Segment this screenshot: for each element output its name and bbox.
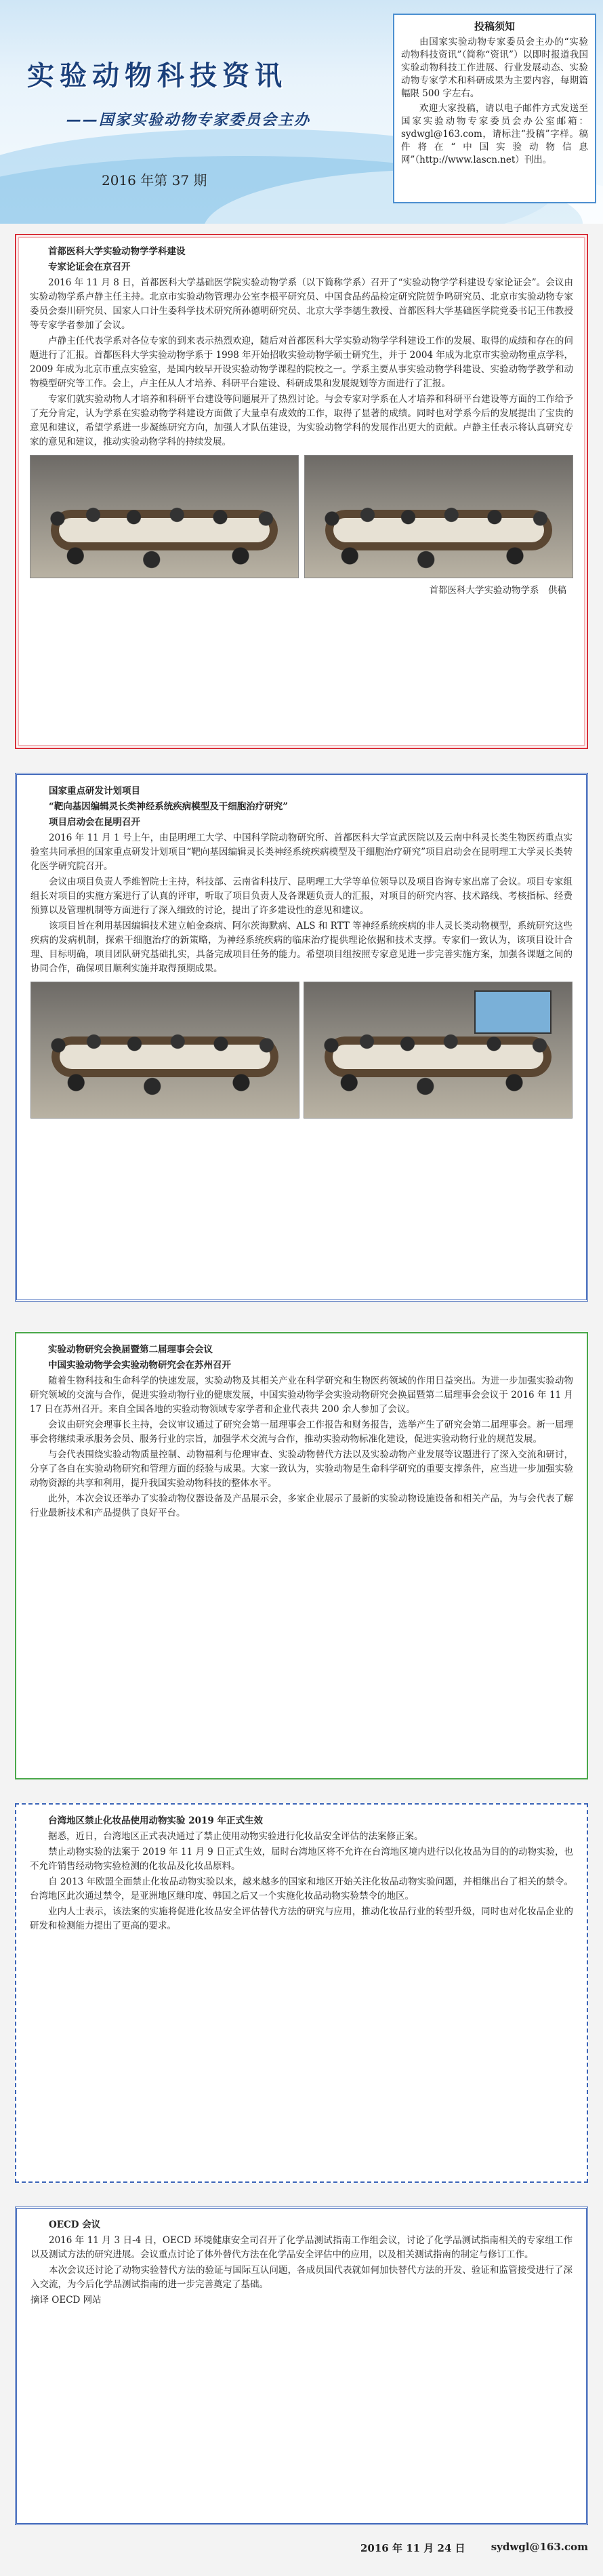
meeting-photo — [30, 455, 299, 578]
notice-title: 投稿须知 — [474, 20, 515, 33]
article-paragraph: 本次会议还讨论了动物实验替代方法的验证与国际互认问题，各成员国代表就如何加快替代方法的开发、验证和监管接受进行了深入交流，为今后化学品测试指南的进一步完善奠定了基础。 — [30, 2265, 573, 2290]
article-paragraph: 2016 年 11 月 3 日-4 日，OECD 环境健康安全司召开了化学品测试指南工作组会议，讨论了化学品测试指南相关的专家组工作以及测试方法的研究进展。会议重点讨论了体外替代方法在化学品安全评估中的应用，以及相关测试指南的制定与修订工作。 — [30, 2235, 573, 2260]
article-subtitle: 专家论证会在京召开 — [48, 262, 131, 273]
article-paragraph: 与会代表围绕实验动物质量控制、动物福利与伦理审查、实验动物替代方法以及实验动物产业发展等议题进行了深入交流和研讨，分享了各自在实验动物研究和管理方面的经验与成果。大家一致认为，实验动物是生命科学研究的重要支撑条件，应当进一步加强实验动物资源的共享和利用，提升我国实验动物科技的整体水平。 — [30, 1449, 573, 1489]
article-subtitle: “靶向基因编辑灵长类神经系统疾病模型及干细胞治疗研究” — [49, 801, 289, 812]
photo-row — [30, 982, 573, 1119]
article-title: 台湾地区禁止化妆品使用动物实验 2019 年正式生效 — [48, 1815, 263, 1826]
meeting-photo — [304, 982, 573, 1119]
article-paragraph: 专家们就实验动物人才培养和科研平台建设等问题展开了热烈讨论。与会专家对学系在人才培养和科研平台建设等方面的工作给予了充分肯定，认为学系在实验动物学科建设方面做了大量卓有成效的工作，取得了显著的成绩。同时也对学系今后的发展提出了宝贵的意见和建议，希望学系进一步凝练研究方向，加强人才队伍建设，为实验动物学科的发展作出更大的贡献。卢静主任表示将认真研究专家的意见和建议，推动实验动物学科的持续发展。 — [30, 394, 573, 447]
issue-number: 2016 年第 37 期 — [102, 172, 207, 188]
publication-date: 2016 年 11 月 24 日 — [360, 2542, 465, 2554]
meeting-photo — [304, 455, 573, 578]
article-paragraph: 据悉，近日，台湾地区正式表决通过了禁止使用动物实验进行化妆品安全评估的法案修正案。 — [48, 1831, 423, 1842]
article-credit: 首都医科大学实验动物学系 供稿 — [429, 585, 566, 596]
photo-row — [30, 455, 573, 578]
article-title: 首都医科大学实验动物学学科建设 — [48, 246, 186, 257]
article-title: 国家重点研发计划项目 — [49, 786, 140, 797]
article-paragraph: 该项目旨在利用基因编辑技术建立帕金森病、阿尔茨海默病、ALS 和 RTT 等神经系统疾病的非人灵长类动物模型，系统研究这些疾病的发病机制，探索干细胞治疗的新策略，为神经系统疾病的临床治疗提供理论依据和技术支撑。专家们一致认为，该项目设计合理、目标明确，项目团队研究基础扎实，具备完成项目任务的能力。希望项目组按照专家意见进一步完善实施方案，加强各课题之间的协同合作，确保项目顺利实施并取得预期成果。 — [30, 921, 573, 974]
article-subtitle: 项目启动会在昆明召开 — [49, 817, 140, 828]
article-suzhou-meeting — [15, 1332, 588, 1779]
article-paragraph: 卢静主任代表学系对各位专家的到来表示热烈欢迎，随后对首都医科大学实验动物学学科建设工作的发展、取得的成绩和存在的问题进行了汇报。首都医科大学实验动物学系于 1998 年开始招收实验动物学硕士研究生，并于 2004 年成为北京市实验动物重点学科，2009 年成为北京市重点实验室，是国内较早开设实验动物学课程的院校之一。学系主要从事实验动物学科建设、实验动物学教学和动物模型研究等工作。会上，卢主任从人才培养、科研平台建设、科研成果和发展规划等方面进行了汇报。 — [30, 336, 573, 389]
article-credit: 摘译 OECD 网站 — [30, 2295, 102, 2306]
article-paragraph: 禁止动物实验的法案于 2019 年 11 月 9 日正式生效，届时台湾地区将不允许在台湾地区境内进行以化妆品为目的的动物实验，也不允许销售经动物实验检测的化妆品及化妆品原料。 — [30, 1847, 573, 1872]
article-paragraph: 随着生物科技和生命科学的快速发展，实验动物及其相关产业在科学研究和生物医药领域的作用日益突出。为进一步加强实验动物研究领域的交流与合作，促进实验动物行业的健康发展，中国实验动物学会实验动物研究会换届暨第二届理事会会议于 2016 年 11 月 17 日在苏州召开。来自全国各地的实验动物领域专家学者和企业代表共 200 余人参加了会议。 — [30, 1375, 573, 1415]
article-primate-gene-editing — [15, 773, 588, 1302]
article-taiwan-cosmetics-ban — [15, 1803, 588, 2183]
article-capital-medical-university — [15, 234, 588, 749]
article-paragraph: 2016 年 11 月 1 号上午，由昆明理工大学、中国科学院动物研究所、首都医科大学宣武医院以及云南中科灵长类生物医药重点实验室共同承担的国家重点研发计划项目“靶向基因编辑灵长类神经系统疾病模型及干细胞治疗研究”项目启动会在昆明理工大学灵长类转化医学研究院召开。 — [30, 832, 573, 872]
article-subtitle: 中国实验动物学会实验动物研究会在苏州召开 — [48, 1360, 231, 1371]
notice-paragraph: 欢迎大家投稿，请以电子邮件方式发送至国家实验动物专家委员会办公室邮箱：sydwgl@163.com，请标注“投稿”字样。稿件将在“中国实验动物信息网”（http://www.lascn.net）刊出。 — [401, 103, 588, 165]
meeting-photo — [30, 982, 299, 1119]
article-paragraph: 业内人士表示，该法案的实施将促进化妆品安全评估替代方法的研究与应用，推动化妆品行业的转型升级，同时也对化妆品企业的研发和检测能力提出了更高的要求。 — [30, 1906, 573, 1931]
notice-paragraph: 由国家实验动物专家委员会主办的“实验动物科技资讯”（简称“资讯”）以即时报道我国实验动物科技工作进展、行业发展动态、实验动物专家学术和科研成果为主要内容，每期篇幅限 500 字左右。 — [401, 37, 588, 99]
contact-email[interactable]: sydwgl@163.com — [491, 2541, 588, 2553]
article-paragraph: 此外，本次会议还举办了实验动物仪器设备及产品展示会，多家企业展示了最新的实验动物设施设备和相关产品，为与会代表了解行业最新技术和产品提供了良好平台。 — [30, 1493, 573, 1518]
article-paragraph: 会议由项目负责人季维智院士主持，科技部、云南省科技厅、昆明理工大学等单位领导以及项目咨询专家出席了会议。项目专家组组长对项目的实施方案进行了认真的评审，听取了项目负责人及各课题负责人的汇报，对项目的研究内容、技术路线、考核指标、经费预算以及管理机制等方面进行了深入细致的讨论，提出了许多建设性的意见和建议。 — [30, 877, 573, 916]
masthead — [0, 0, 603, 224]
article-paragraph: 会议由研究会理事长主持，会议审议通过了研究会第一届理事会工作报告和财务报告，选举产生了研究会第二届理事会。新一届理事会将继续秉承服务会员、服务行业的宗旨，加强学术交流与合作，推动实验动物标准化建设，促进实验动物行业的规范发展。 — [30, 1420, 573, 1445]
article-title: OECD 会议 — [49, 2219, 101, 2230]
journal-subtitle: ——国家实验动物专家委员会主办 — [66, 112, 311, 129]
article-paragraph: 2016 年 11 月 8 日，首都医科大学基础医学院实验动物学系（以下简称学系）召开了“实验动物学学科建设专家论证会”。会议由实验动物学系卢静主任主持。北京市实验动物管理办公室李根平研究员、中国食品药品检定研究院贺争鸣研究员、北京市实验动物专家委员会秦川研究员、国家人口计生委科学技术研究所孙德明研究员、北京大学李德生教授、首都医科大学基础医学院党委书记王伟教授等专家学者参加了会议。 — [30, 277, 573, 331]
submission-notice — [393, 14, 596, 203]
article-title: 实验动物研究会换届暨第二届理事会会议 — [48, 1344, 213, 1355]
article-oecd-meeting — [15, 2207, 588, 2525]
article-paragraph: 自 2013 年欧盟全面禁止化妆品动物实验以来，越来越多的国家和地区开始关注化妆品动物实验问题，并相继出台了相关的禁令。台湾地区此次通过禁令，是亚洲地区继印度、韩国之后又一个实施化妆品动物实验禁令的地区。 — [30, 1876, 573, 1901]
journal-title: 实验动物科技资讯 — [27, 60, 287, 92]
